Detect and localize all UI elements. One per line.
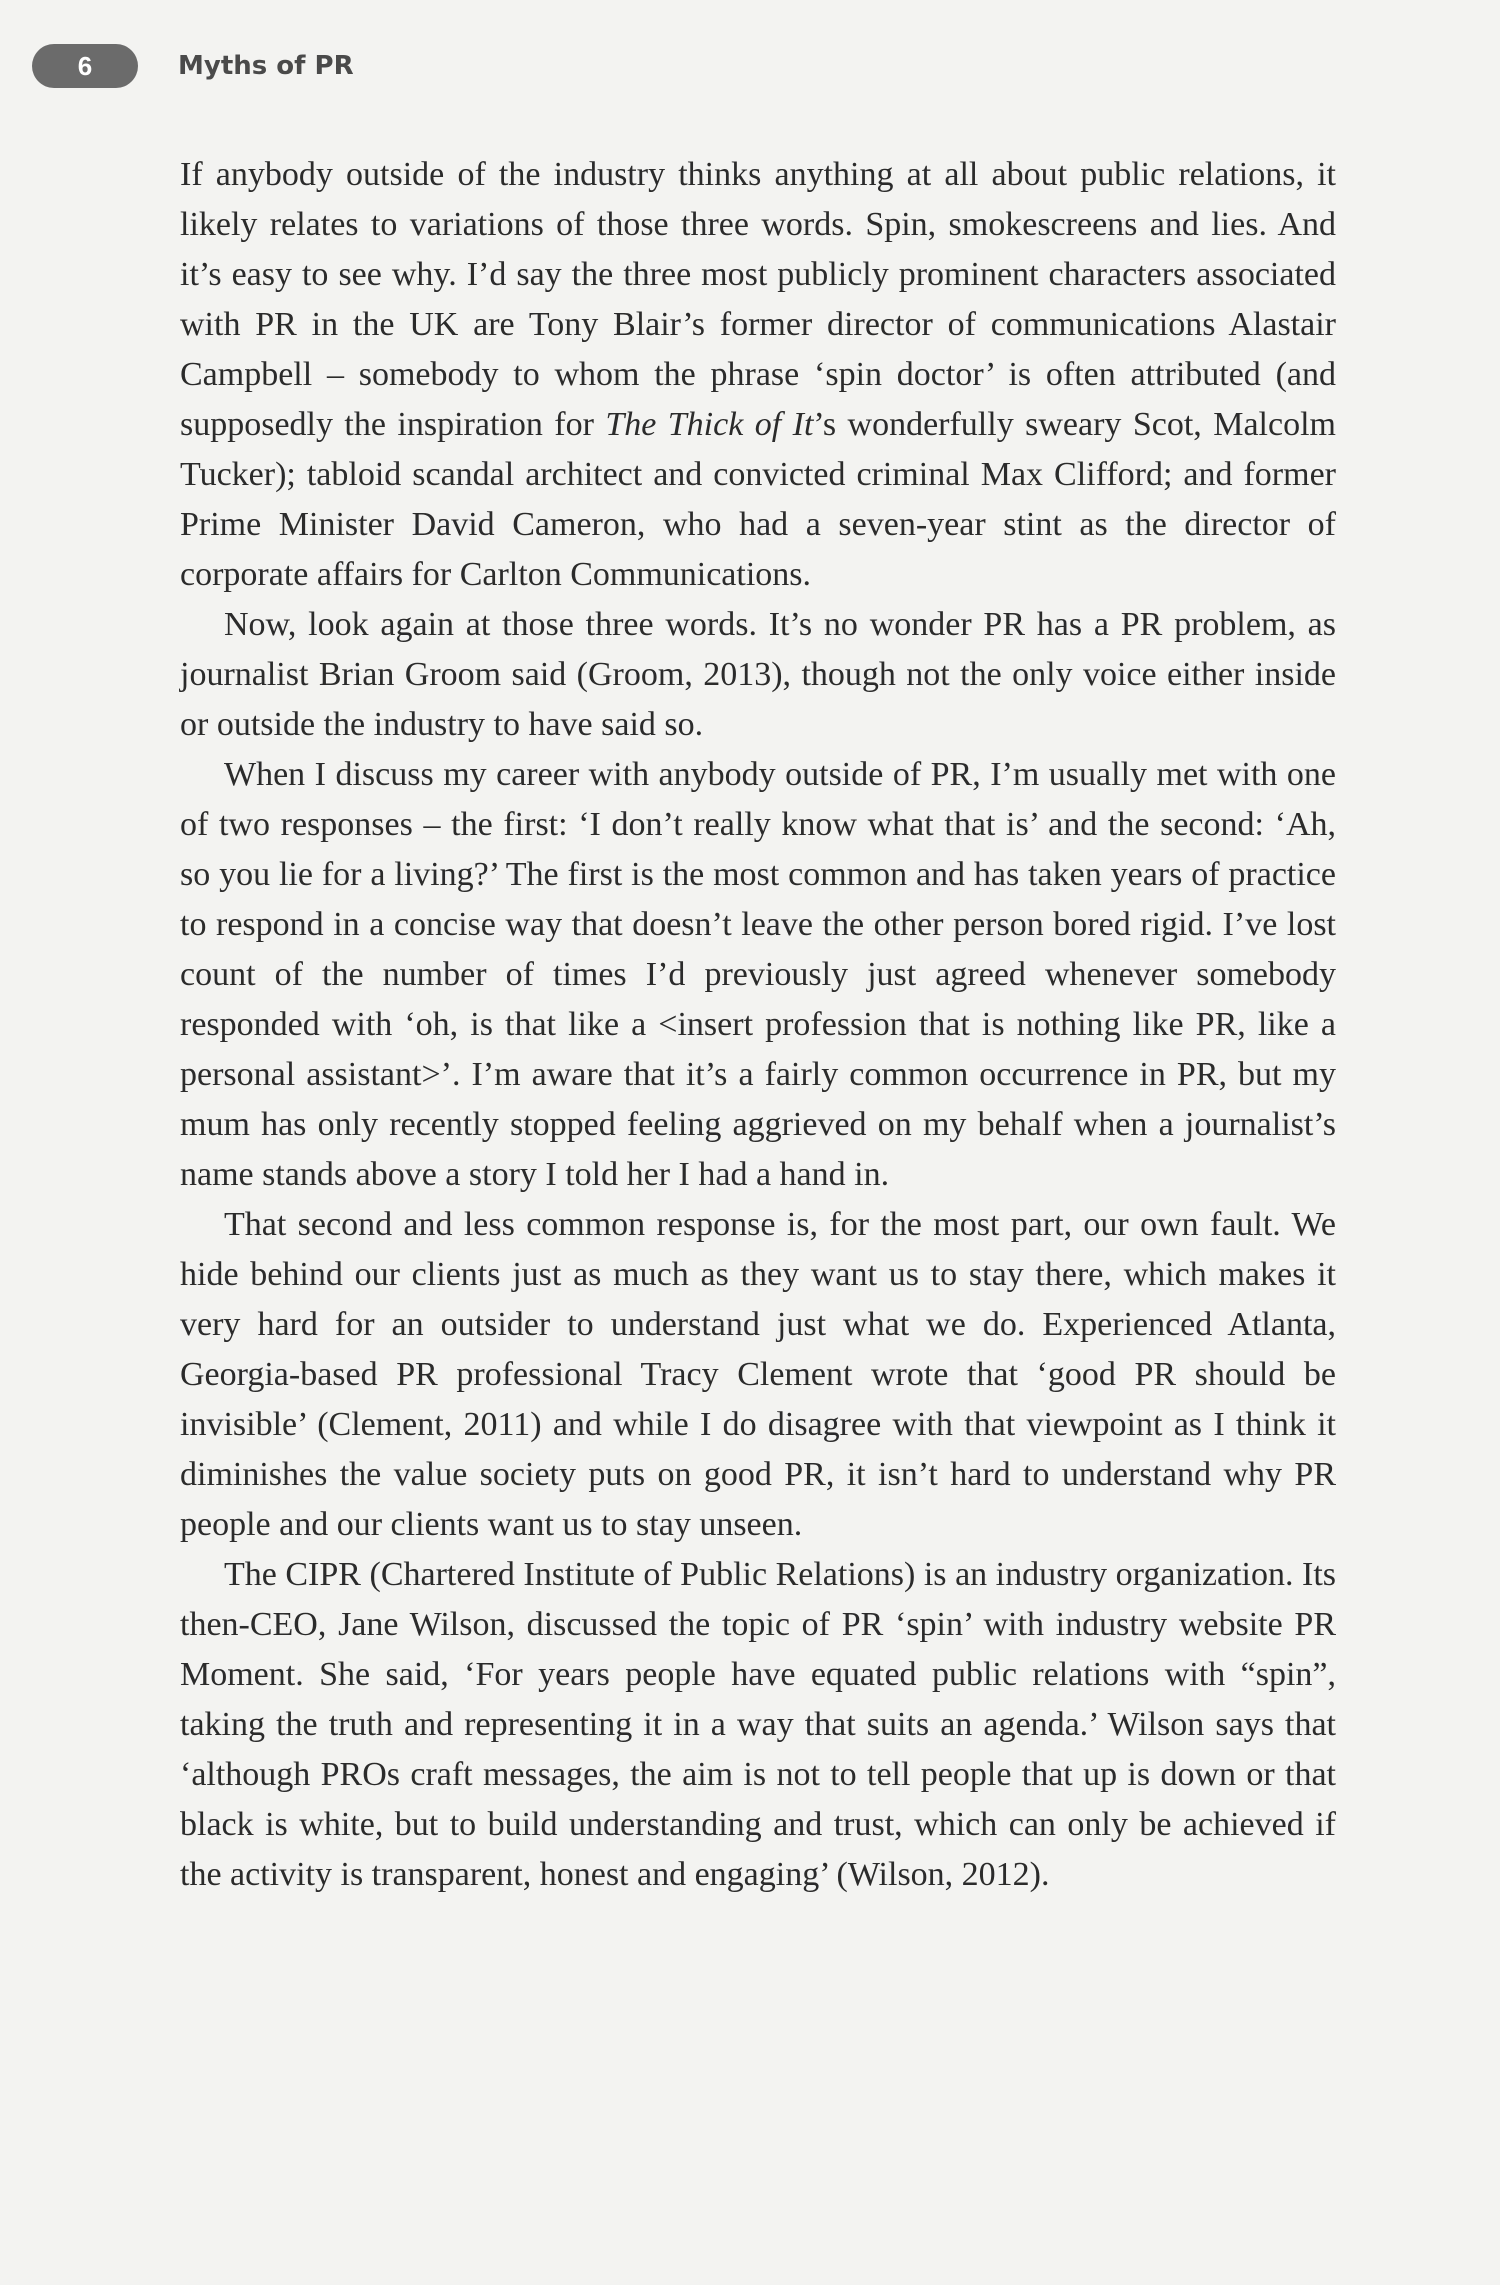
- paragraph-1-text-b: ’s wonderfully sweary Scot, Malcolm Tucker); tabloid scandal architect and convicted criminal Max Clifford; and former Prime Minister David Cameron, who had a seven-year stint as the director of corporate affairs for Carlton Communications.: [180, 406, 1336, 593]
- body-text: [180, 150, 1336, 1900]
- paragraph-1-title-italic: The Thick of It: [605, 406, 814, 443]
- paragraph-2: Now, look again at those three words. It’s no wonder PR has a PR problem, as journalist Brian Groom said (Groom, 2013), though not the only voice either inside or outside the industry to have said so.: [180, 606, 1336, 743]
- running-header: Myths of PR: [178, 51, 354, 81]
- paragraph-1: [180, 150, 1336, 600]
- paragraph-1-text-a: If anybody outside of the industry thinks anything at all about public relations, it likely relates to variations of those three words. Spin, smokescreens and lies. And it’s easy to see why. I’d say the three most publicly prominent characters associated with PR in the UK are Tony Blair’s former director of communications Alastair Campbell – somebody to whom the phrase ‘spin doctor’ is often attributed (and supposedly the inspiration for: [180, 156, 1336, 443]
- paragraph-5: The CIPR (Chartered Institute of Public Relations) is an industry organization. Its then-CEO, Jane Wilson, discussed the topic of PR ‘spin’ with industry website PR Moment. She said, ‘For years people have equated public relations with “spin”, taking the truth and representing it in a way that suits an agenda.’ Wilson says that ‘although PROs craft messages, the aim is not to tell people that up is down or that black is white, but to build understanding and trust, which can only be achieved if the activity is transparent, honest and engaging’ (Wilson, 2012).: [180, 1556, 1336, 1893]
- paragraph-3: When I discuss my career with anybody outside of PR, I’m usually met with one of two responses – the first: ‘I don’t really know what that is’ and the second: ‘Ah, so you lie for a living?’ The first is the most common and has taken years of practice to respond in a concise way that doesn’t leave the other person bored rigid. I’ve lost count of the number of times I’d previously just agreed whenever somebody responded with ‘oh, is that like a <insert profession that is nothing like PR, like a personal assistant>’. I’m aware that it’s a fairly common occurrence in PR, but my mum has only recently stopped feeling aggrieved on my behalf when a journalist’s name stands above a story I told her I had a hand in.: [180, 756, 1336, 1193]
- page-number-badge: 6: [32, 44, 138, 88]
- paragraph-4: That second and less common response is, for the most part, our own fault. We hide behind our clients just as much as they want us to stay there, which makes it very hard for an outsider to understand just what we do. Experienced Atlanta, Georgia-based PR professional Tracy Clement wrote that ‘good PR should be invisible’ (Clement, 2011) and while I do disagree with that viewpoint as I think it diminishes the value society puts on good PR, it isn’t hard to understand why PR people and our clients want us to stay unseen.: [180, 1206, 1336, 1543]
